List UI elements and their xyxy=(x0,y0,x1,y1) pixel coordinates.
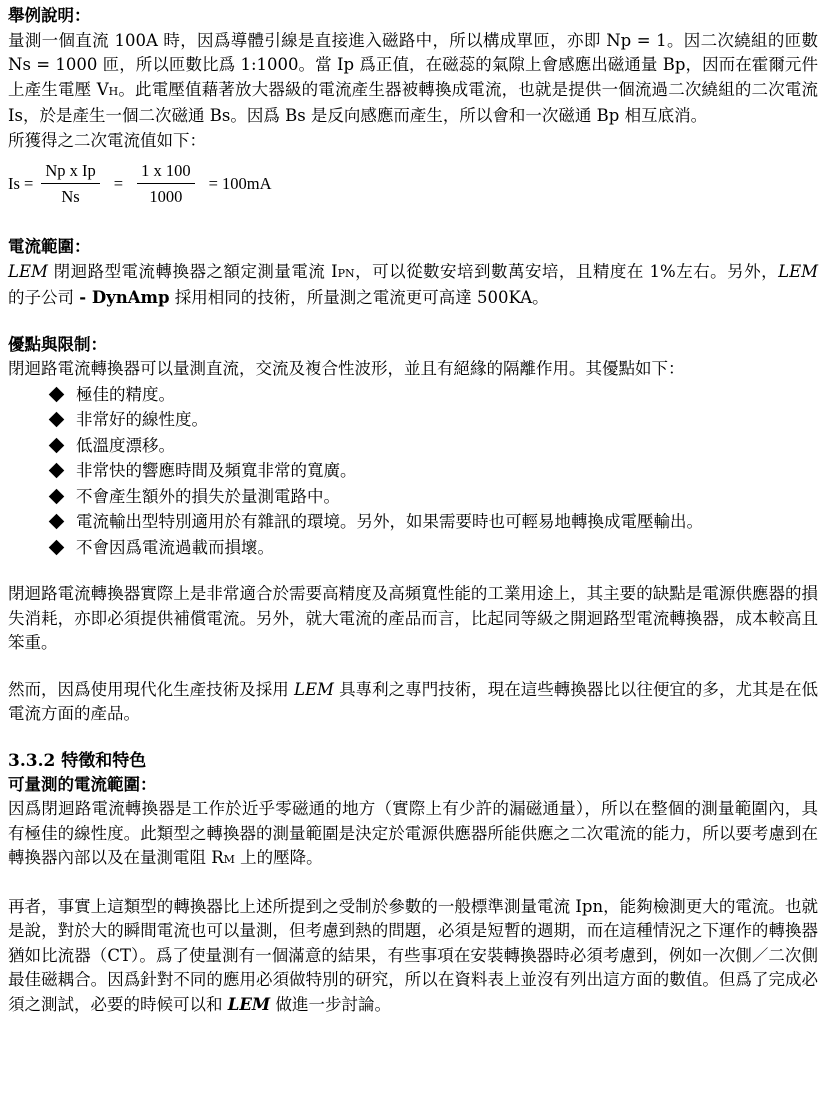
formula-equals: = xyxy=(113,174,124,193)
list-item: 低溫度漂移。 xyxy=(48,433,818,459)
example-paragraph: 量測一個直流 100A 時，因爲導體引線是直接進入磁路中，所以構成單匝，亦即 Np = 1。因二次繞組的匝數 Ns = 1000 匝，所以匝數比爲 1:1000。當 Ip 爲正值，在磁蕊的氣隙上會感應出磁通量 Bp，因而在霍爾元件上產生電壓 VH。此電壓值藉著放大器級的電流產生器被轉換成電流，也就是提供一個流過二次繞組的二次電流 Is，於是產生一個二次磁通 Bs。因爲 Bs 是反向感應而產生，所以會和一次磁通 Bp 相互底消。 xyxy=(8,30,819,125)
pros-intro: 閉迴路電流轉換器可以量測直流，交流及複合性波形，並且有絕緣的隔離作用。其優點如下： xyxy=(8,359,685,378)
list-item: 極佳的精度。 xyxy=(48,382,818,408)
diamond-bullet-icon xyxy=(49,437,65,453)
list-item: 非常快的響應時間及頻寬非常的寬廣。 xyxy=(48,458,818,484)
formula-fraction-1 xyxy=(41,161,99,207)
formula-denominator-1: Ns xyxy=(61,187,80,206)
list-item: 電流輸出型特別適用於有雜訊的環境。另外，如果需要時也可輕易地轉換成電壓輸出。 xyxy=(48,509,818,535)
measurable-range-heading: 可量測的電流範圍： xyxy=(8,774,157,794)
diamond-bullet-icon xyxy=(49,412,65,428)
diamond-bullet-icon xyxy=(49,386,65,402)
formula-lhs: Is = xyxy=(8,174,34,193)
diamond-bullet-icon xyxy=(49,514,65,530)
advantages-list xyxy=(8,382,818,561)
list-item: 非常好的線性度。 xyxy=(48,407,818,433)
limitations-paragraph: 閉迴路電流轉換器實際上是非常適合於需要高精度及高頻寬性能的工業用途上，其主要的缺點是電源供應器的損失消耗，亦即必須提供補償電流。另外，就大電流的產品而言，比起同等級之開迴路型電流轉換器，成本較高且笨重。 xyxy=(8,584,818,652)
linearity-paragraph: 因爲閉迴路電流轉換器是工作於近乎零磁通的地方（實際上有少許的漏磁通量），所以在整個的測量範圍內，具有極佳的線性度。此類型之轉換器的測量範圍是決定於電源供應器所能供應之二次電流的能力，所以要考慮到在轉換器內部以及在量測電阻 RM 上的壓降。 xyxy=(8,799,818,867)
pros-heading: 優點與限制： xyxy=(8,334,107,354)
range-heading: 電流範圍： xyxy=(8,237,91,256)
diamond-bullet-icon xyxy=(49,539,65,555)
formula-numerator-2: 1 x 100 xyxy=(137,161,195,184)
range-paragraph: LEM 閉迴路型電流轉換器之額定測量電流 IPN，可以從數安培到數萬安培，且精度在 1%左右。另外，LEM 的子公司 - DynAmp 採用相同的技術，所量測之電流更可高達 500KA。 xyxy=(8,261,819,307)
list-item: 不會產生額外的損失於量測電路中。 xyxy=(48,484,818,510)
current-formula xyxy=(8,155,818,213)
diamond-bullet-icon xyxy=(49,463,65,479)
formula-result: = 100mA xyxy=(208,174,272,193)
formula-numerator-1: Np x Ip xyxy=(41,161,99,184)
diamond-bullet-icon xyxy=(49,488,65,504)
transient-paragraph: 再者，事實上這類型的轉換器比上述所提到之受制於參數的一般標準測量電流 Ipn，能夠檢測更大的電流。也就是說，對於大的瞬間電流也可以量測，但考慮到熱的問題，必須是短暫的週期，而在這種情況之下運作的轉換器猶如比流器（CT）。爲了使量測有一個滿意的結果，有些事項在安裝轉換器時必須考慮到，例如一次側／二次側最佳磁耦合。因爲針對不同的應用必須做特別的研究，所以在資料表上並沒有列出這方面的數值。但爲了完成必須之測試，必要的時候可以和 LEM 做進一步討論。 xyxy=(8,896,818,1014)
formula-intro: 所獲得之二次電流值如下： xyxy=(8,130,206,150)
formula-fraction-2 xyxy=(137,161,195,207)
formula-denominator-2: 1000 xyxy=(149,187,183,206)
cost-paragraph: 然而，因爲使用現代化生產技術及採用 LEM 具專利之專門技術，現在這些轉換器比以往便宜的多，尤其是在低電流方面的產品。 xyxy=(8,679,819,723)
example-heading: 舉例說明： xyxy=(8,6,91,25)
list-item: 不會因爲電流過載而損壞。 xyxy=(48,535,818,561)
document-page xyxy=(8,4,818,1017)
section-heading-3-3-2: 3.3.2 特徵和特色 xyxy=(8,750,147,771)
